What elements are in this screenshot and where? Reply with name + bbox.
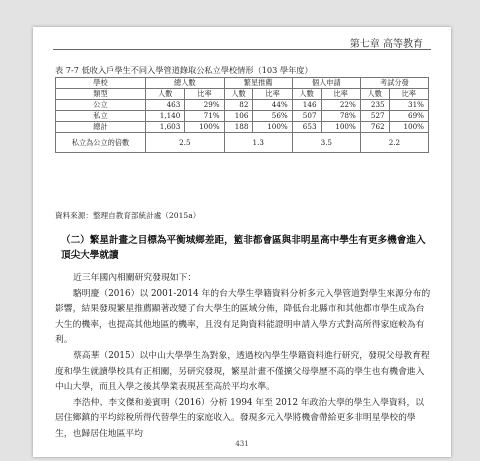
table-header-row-2: [56, 89, 429, 100]
header-cell: 類型: [56, 89, 146, 100]
admission-table: [55, 77, 429, 153]
header-cell: 總人數: [146, 78, 225, 89]
table-caption: 表 7-7 低收入戶學生不同入學管道錄取公私立學校情形（103 學年度）: [55, 65, 313, 75]
table-cell: 私立: [56, 111, 146, 122]
table-row: [56, 122, 429, 133]
table-cell: 1,140: [146, 111, 185, 122]
paragraph: 近三年國內相關研究發現如下：: [73, 273, 197, 283]
header-cell: 學校: [56, 78, 146, 89]
paragraph: 蔡高華（2015）以中山大學學生為對象，透過校內學生學籍資料進行研究，發現父母教育程度和學生就讀學校具有正相關，另研究發現，繁星計畫不僅擴父母學歷不高的學生也有機會進入中山大學，而且入學之後其學業表現甚至高於平均水準。: [55, 350, 430, 393]
table-cell: 22%: [321, 100, 360, 111]
table-cell: 653: [292, 122, 321, 133]
table-cell: 146: [292, 100, 321, 111]
table-cell: 188: [224, 122, 253, 133]
header-cell: 比率: [185, 89, 224, 100]
table-cell: 總計: [56, 122, 146, 133]
paragraph: 駱明慶（2016）以 2001-2014 年的台大學生學籍資料分析多元入學管道對學生來源分布的影響，結果發現繁星推薦顯著改變了台大學生的區域分佈，降低台北縣市和其他都市學生成為台大生的機率，也提高其他地區的機率，且沒有足夠資料能證明申請入學方式對高所得家庭較為有利。: [55, 288, 431, 346]
header-cell: 考試分發: [360, 78, 428, 89]
table-cell: 463: [146, 100, 185, 111]
header-cell: 比率: [389, 89, 428, 100]
table-cell: 762: [360, 122, 389, 133]
table-header-row-1: [56, 78, 429, 89]
table-cell: 1,603: [146, 122, 185, 133]
table-cell: 1.3: [224, 133, 292, 153]
table-cell: 69%: [389, 111, 428, 122]
header-cell: 比率: [321, 89, 360, 100]
table-cell: 3.5: [292, 133, 360, 153]
header-cell: 人數: [224, 89, 253, 100]
paragraph: 李浩仲、李文傑和姜賓明（2016）分析 1994 年至 2012 年政治大學的學生入學資料，以居住鄉鎮的平均綜稅所得代替學生的家庭收入。發現多元入學將機會帶給更多非明星學校的學生，也歸居住地區平均: [55, 397, 425, 439]
table-cell: 100%: [321, 122, 360, 133]
table-cell: 235: [360, 100, 389, 111]
table-cell: 2.5: [146, 133, 225, 153]
header-rule: [53, 49, 431, 50]
table-source: 資料來源：整理自教育部統計處（2015a）: [55, 211, 201, 220]
header-cell: 繁星推薦: [224, 78, 292, 89]
header-cell: 人數: [292, 89, 321, 100]
table-cell: 527: [360, 111, 389, 122]
table-cell: 29%: [185, 100, 224, 111]
ratio-row: [56, 133, 429, 153]
document-page: [33, 27, 451, 457]
header-cell: 人數: [360, 89, 389, 100]
header-cell: 個人申請: [292, 78, 360, 89]
table-cell: 私立為公立的倍數: [56, 133, 146, 153]
table-cell: 507: [292, 111, 321, 122]
table-cell: 公立: [56, 100, 146, 111]
table-cell: 100%: [253, 122, 292, 133]
table-cell: 56%: [253, 111, 292, 122]
table-cell: 100%: [185, 122, 224, 133]
section-heading: （二）繁星計畫之目標為平衡城鄉差距，籃非都會區與非明星高中學生有更多機會進入頂尖大學就讀: [61, 235, 426, 261]
page-number: 431: [235, 440, 249, 448]
table-cell: 2.2: [360, 133, 428, 153]
table-cell: 44%: [253, 100, 292, 111]
running-header: 第七章 高等教育: [349, 39, 423, 50]
header-cell: 比率: [253, 89, 292, 100]
table-cell: 82: [224, 100, 253, 111]
table-cell: 71%: [185, 111, 224, 122]
table-cell: 106: [224, 111, 253, 122]
table-row: [56, 111, 429, 122]
body-text: [55, 271, 431, 443]
table-cell: 100%: [389, 122, 428, 133]
header-cell: 人數: [146, 89, 185, 100]
table-row: [56, 100, 429, 111]
table-cell: 78%: [321, 111, 360, 122]
table-cell: 31%: [389, 100, 428, 111]
